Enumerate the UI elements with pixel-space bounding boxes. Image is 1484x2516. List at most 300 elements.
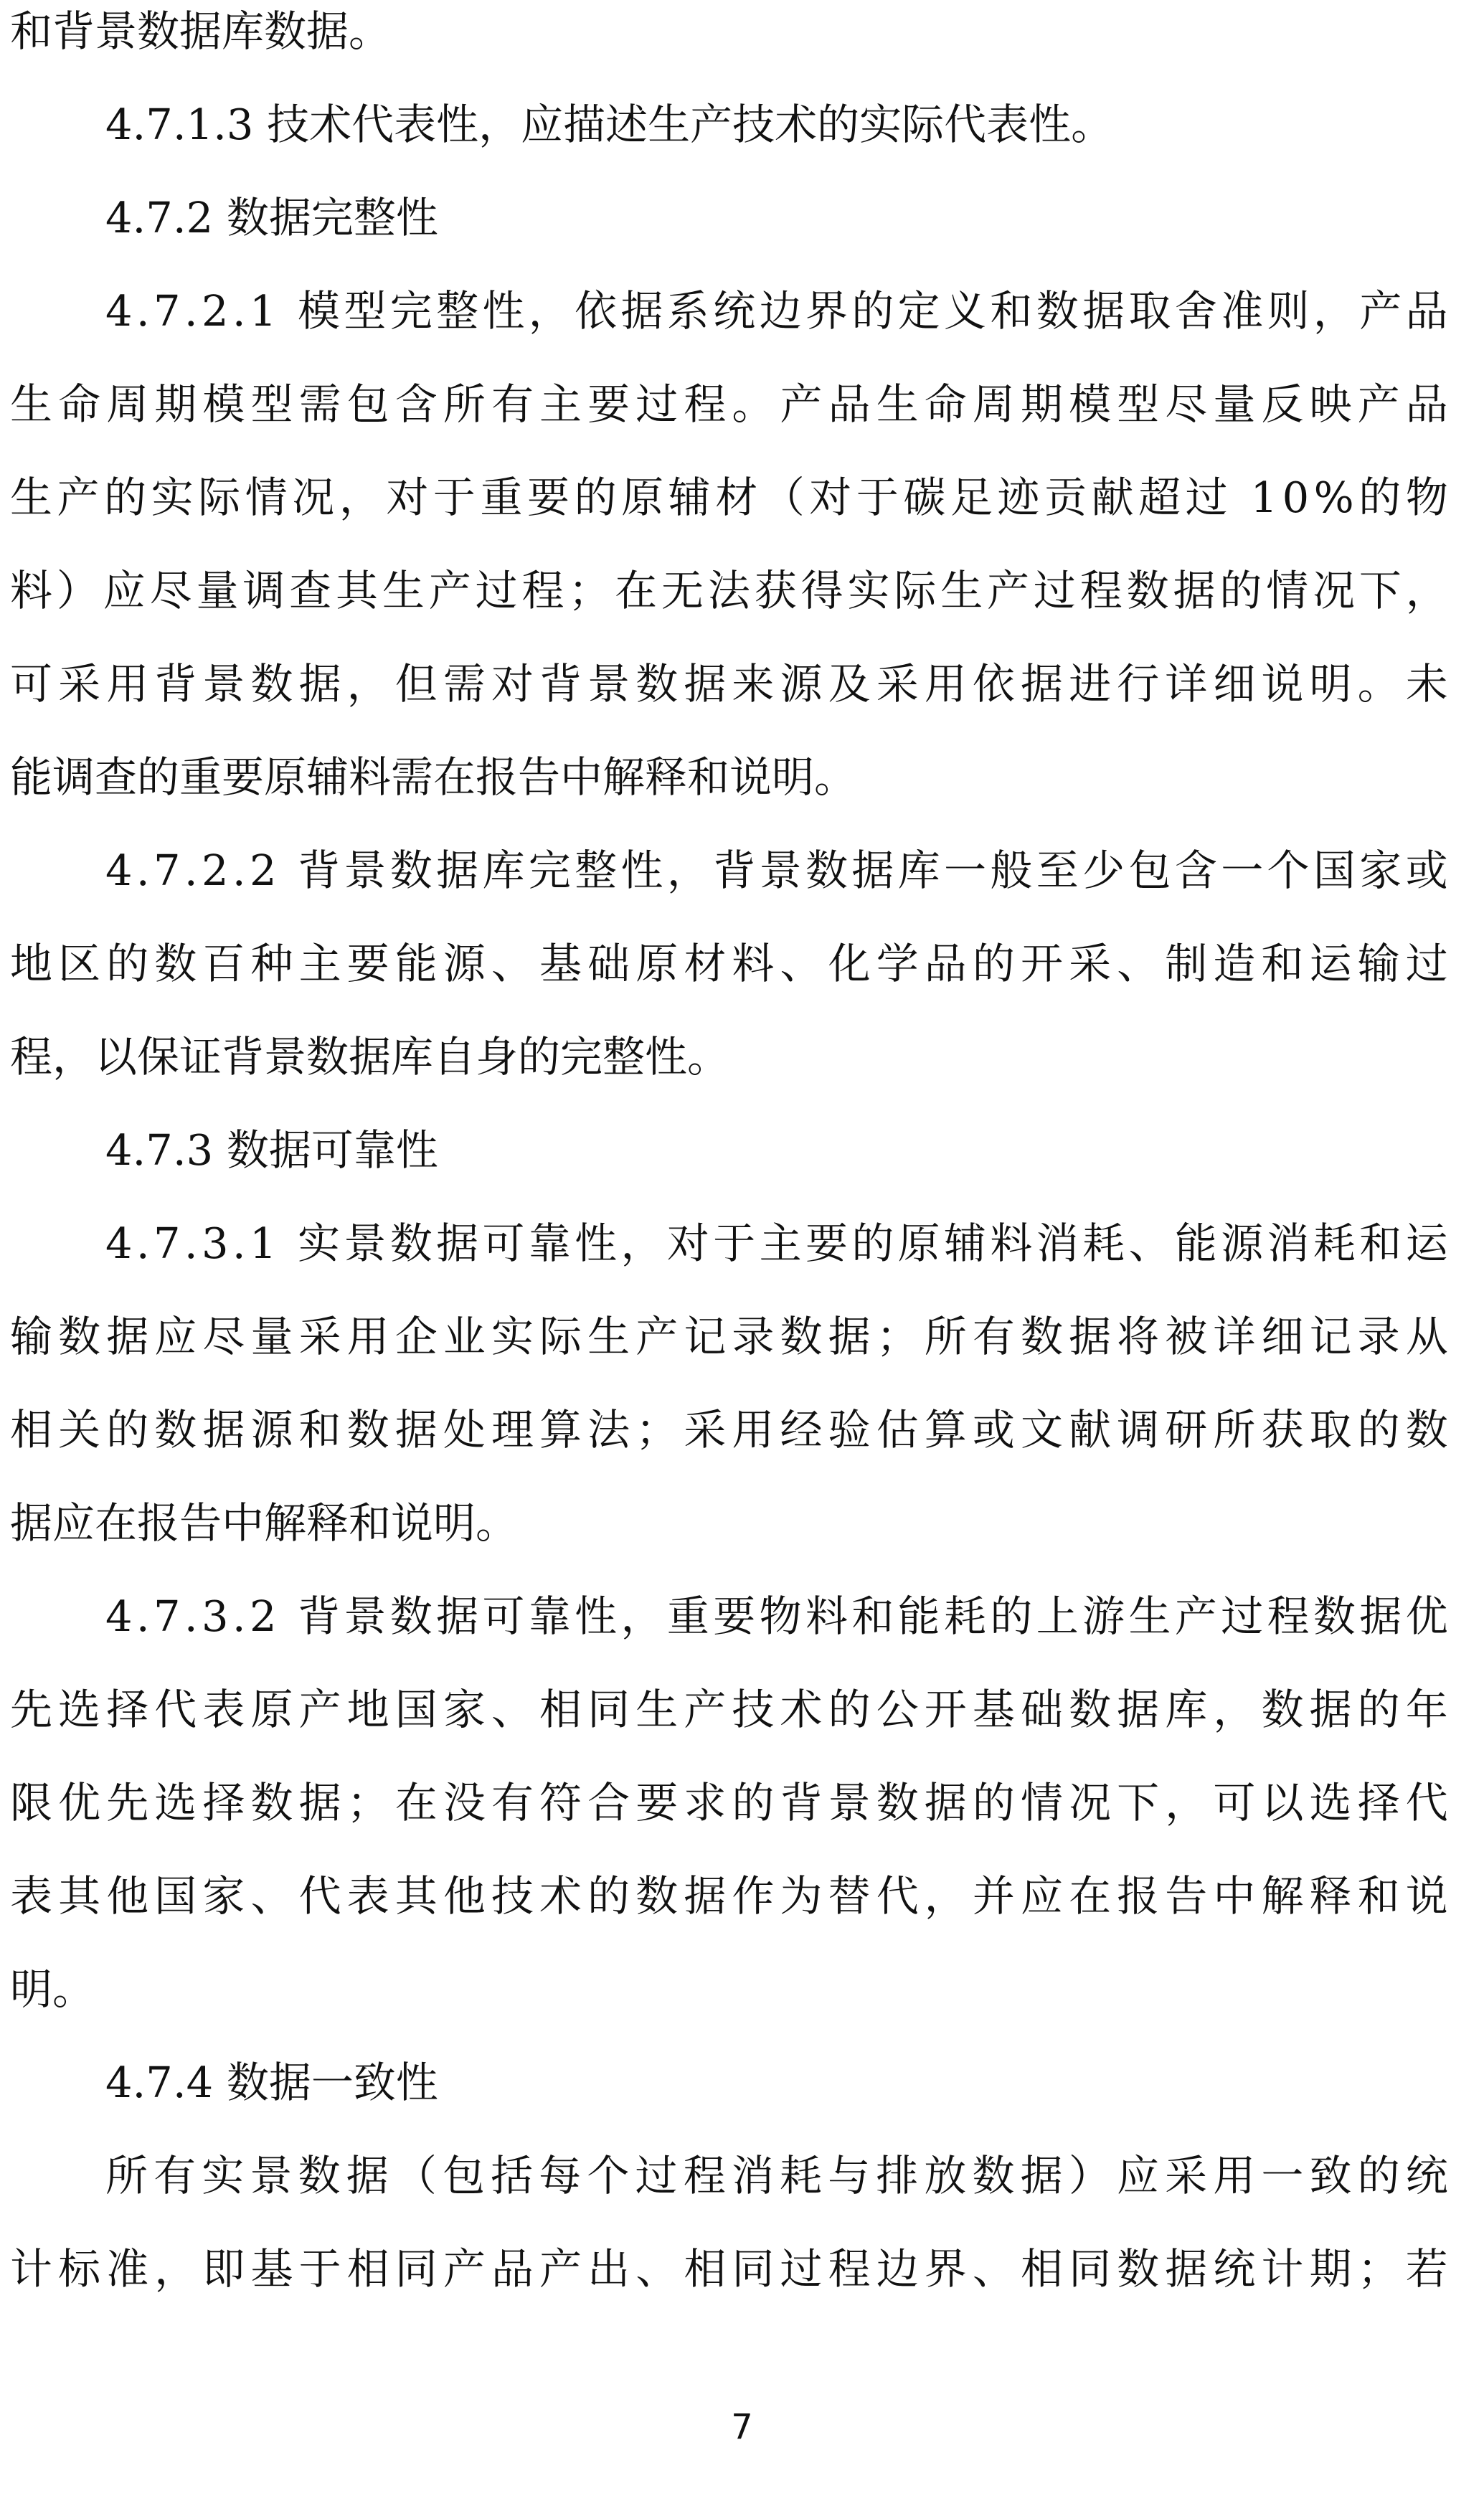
text-glyph: ， <box>1165 1778 1208 1827</box>
text-glyph: . <box>184 1592 198 1641</box>
text-glyph: 其 <box>336 566 379 615</box>
text-glyph: 0 <box>1282 473 1310 522</box>
text-glyph: 估 <box>876 1405 919 1455</box>
text-glyph: 靠 <box>528 1592 571 1641</box>
text-glyph: 处 <box>443 1405 486 1455</box>
text-glyph: ， <box>1213 1685 1256 1734</box>
text-glyph: % <box>1313 473 1354 522</box>
text-glyph: 库 <box>482 846 525 895</box>
text-glyph: 生 <box>10 379 53 429</box>
text-glyph: 每 <box>539 2151 582 2200</box>
text-glyph: 献 <box>1069 1405 1112 1455</box>
text-glyph: 细 <box>1261 1312 1304 1361</box>
text-glyph: 需 <box>443 659 486 709</box>
text-glyph: 耗 <box>1082 1219 1125 1268</box>
text-glyph: （ <box>762 473 805 522</box>
text-glyph: 据 <box>1309 1685 1352 1734</box>
text-glyph: 实 <box>847 566 890 615</box>
paragraph-line <box>10 1678 1448 1741</box>
text-glyph: ； <box>568 566 611 615</box>
text-glyph: 生 <box>940 566 983 615</box>
text-glyph: 要 <box>635 1778 679 1827</box>
text-glyph: 据 <box>1020 659 1063 709</box>
text-glyph: ， <box>666 846 709 895</box>
text-glyph: 告 <box>1165 1871 1208 1921</box>
text-glyph: 要 <box>527 473 570 522</box>
text-glyph: ， <box>924 1871 967 1921</box>
text-glyph: 采 <box>58 659 101 709</box>
text-glyph: 量 <box>250 1312 293 1361</box>
text-glyph: 家 <box>202 1871 245 1921</box>
text-glyph: 整 <box>575 846 618 895</box>
text-glyph: 来 <box>732 659 775 709</box>
text-glyph: 相 <box>10 1405 53 1455</box>
text-glyph: 获 <box>754 566 797 615</box>
text-glyph: 百 <box>202 939 245 988</box>
page-number: 7 <box>731 2407 753 2447</box>
text-glyph: 数 <box>780 1312 823 1361</box>
text-glyph: 优 <box>1405 1592 1448 1641</box>
text-glyph: 和 <box>1261 939 1304 988</box>
text-glyph: 况 <box>1069 1778 1112 1827</box>
text-glyph: 的 <box>1357 2151 1400 2200</box>
text-glyph: 调 <box>1117 1405 1160 1455</box>
text-glyph: 的 <box>1358 473 1402 522</box>
text-glyph: 尽 <box>149 566 192 615</box>
text-glyph: 没 <box>443 1778 486 1827</box>
text-glyph: 程 <box>683 2151 726 2200</box>
text-glyph: 准 <box>106 2244 149 2294</box>
text-glyph: 于 <box>433 473 476 522</box>
text-glyph: 未 <box>1405 659 1448 709</box>
paragraph-line: 明。 <box>10 1964 95 2014</box>
text-glyph: 家 <box>1359 846 1402 895</box>
text-glyph: 产 <box>298 1685 341 1734</box>
text-glyph: 量 <box>196 566 239 615</box>
text-glyph: 贡 <box>1044 473 1087 522</box>
text-glyph: 统 <box>713 286 756 336</box>
text-glyph: 情 <box>245 473 288 522</box>
text-glyph: 模 <box>298 286 341 336</box>
text-glyph: 的 <box>1357 1405 1400 1455</box>
text-glyph: 据 <box>202 1405 245 1455</box>
paragraph-line <box>10 1865 1448 1928</box>
text-glyph: 景 <box>202 659 245 709</box>
text-glyph: 采 <box>1165 2151 1208 2200</box>
text-glyph: 录 <box>732 1312 775 1361</box>
text-glyph: 得 <box>800 566 843 615</box>
text-glyph: 少 <box>1082 846 1125 895</box>
text-glyph: 数 <box>1036 286 1079 336</box>
text-glyph: 区 <box>58 939 101 988</box>
text-glyph: 调 <box>242 566 285 615</box>
text-glyph: 据 <box>851 846 894 895</box>
text-glyph: 景 <box>587 659 630 709</box>
text-glyph: 输 <box>10 1312 53 1361</box>
text-glyph: 采 <box>876 659 919 709</box>
text-glyph: 将 <box>1117 1312 1160 1361</box>
text-glyph: 物 <box>1405 473 1448 522</box>
text-glyph: 报 <box>1117 1871 1160 1921</box>
text-glyph: 术 <box>780 1685 823 1734</box>
text-glyph: 程 <box>1267 1592 1310 1641</box>
section-heading: 4.7.2 数据完整性 <box>105 193 438 242</box>
text-glyph: 数 <box>1126 566 1169 615</box>
text-glyph: 包 <box>346 379 389 429</box>
text-glyph: 算 <box>539 1405 582 1455</box>
text-glyph: 数 <box>1261 1685 1304 1734</box>
text-glyph: 数 <box>1069 1685 1112 1734</box>
text-glyph: 代 <box>1405 1778 1448 1827</box>
text-glyph: 景 <box>344 1592 387 1641</box>
text-glyph: 据 <box>828 1312 871 1361</box>
text-glyph: 相 <box>1020 2244 1063 2294</box>
paragraph-line <box>10 1399 1448 1462</box>
text-glyph: 数 <box>154 939 197 988</box>
text-glyph: 的 <box>574 473 617 522</box>
text-glyph: ， <box>346 659 389 709</box>
text-glyph: 符 <box>539 1778 582 1827</box>
text-glyph: 景 <box>250 2151 293 2200</box>
text-glyph: 数 <box>1117 2244 1160 2294</box>
text-glyph: 限 <box>10 1778 53 1827</box>
text-glyph: 其 <box>394 1871 438 1921</box>
text-glyph: 数 <box>635 659 679 709</box>
text-glyph: 础 <box>587 939 630 988</box>
text-glyph: 界 <box>924 2244 967 2294</box>
text-glyph: 源 <box>250 1405 293 1455</box>
text-glyph: . <box>232 1592 246 1641</box>
text-glyph: 游 <box>1082 1592 1125 1641</box>
text-glyph: 型 <box>250 379 293 429</box>
text-glyph: 所 <box>1213 1405 1256 1455</box>
text-glyph: 和 <box>990 286 1033 336</box>
text-glyph: 周 <box>106 379 149 429</box>
text-glyph: ， <box>620 1592 663 1641</box>
text-glyph: 周 <box>972 379 1015 429</box>
text-glyph: ； <box>635 1405 679 1455</box>
text-glyph: 产 <box>1359 286 1402 336</box>
text-glyph: 需 <box>298 379 341 429</box>
paragraph-line <box>10 1772 1448 1835</box>
text-glyph: 舍 <box>1174 286 1217 336</box>
paragraph-line: 程，以保证背景数据库自身的完整性。 <box>10 1032 730 1082</box>
text-glyph: 表 <box>10 1871 53 1921</box>
text-glyph: 情 <box>1020 1778 1063 1827</box>
text-glyph: 要 <box>587 379 630 429</box>
text-glyph: 、 <box>1117 939 1160 988</box>
text-glyph: ， <box>620 1219 663 1268</box>
text-glyph: 据 <box>298 1778 341 1827</box>
text-glyph: 及 <box>828 659 871 709</box>
text-glyph: 1 <box>1250 473 1278 522</box>
text-glyph <box>280 1585 294 1648</box>
text-glyph: 制 <box>1165 939 1208 988</box>
text-glyph: 先 <box>106 1778 149 1827</box>
text-glyph: 义 <box>944 286 987 336</box>
text-glyph: 选 <box>1309 1778 1352 1827</box>
text-glyph: 数 <box>1405 1405 1448 1455</box>
text-glyph: 生 <box>587 1312 630 1361</box>
text-glyph: 可 <box>482 1592 525 1641</box>
text-glyph: 过 <box>635 379 679 429</box>
text-glyph: 对 <box>491 659 534 709</box>
paragraph-line: 能调查的重要原辅料需在报告中解释和说明。 <box>10 752 857 802</box>
text-glyph: 2 <box>202 286 229 336</box>
text-glyph: 产 <box>443 2244 486 2294</box>
text-glyph: 或 <box>1405 846 1448 895</box>
text-glyph: 整 <box>436 286 479 336</box>
text-glyph: 模 <box>202 379 245 429</box>
text-glyph: 他 <box>443 1871 486 1921</box>
text-glyph: 明 <box>1309 659 1352 709</box>
text-glyph: 据 <box>924 1778 967 1827</box>
text-glyph: 程 <box>828 2244 871 2294</box>
text-glyph: 靠 <box>528 1219 571 1268</box>
text-glyph: 以 <box>1261 1778 1304 1827</box>
section-heading: 4.7.4 数据一致性 <box>105 2058 438 2107</box>
text-glyph: 所 <box>443 379 486 429</box>
text-glyph: 要 <box>805 1219 848 1268</box>
text-glyph: 品 <box>1405 379 1448 429</box>
text-glyph: 背 <box>780 1778 823 1827</box>
text-glyph: 原 <box>897 1219 940 1268</box>
text-glyph: 年 <box>1405 1685 1448 1734</box>
text-line: 和背景数据库数据。 <box>10 6 392 56</box>
text-glyph: 致 <box>1309 2151 1352 2200</box>
text-glyph: 景 <box>344 846 387 895</box>
text-glyph: 生 <box>10 473 53 522</box>
text-glyph: 学 <box>876 939 919 988</box>
text-glyph: 对 <box>386 473 429 522</box>
text-glyph: 据 <box>1173 566 1216 615</box>
text-glyph: 足 <box>950 473 993 522</box>
text-glyph: 的 <box>851 1219 894 1268</box>
text-glyph: 含 <box>1174 846 1217 895</box>
text-glyph: 实 <box>202 2151 245 2200</box>
text-glyph: 验 <box>828 1405 871 1455</box>
text-glyph: 于 <box>856 473 899 522</box>
text-glyph: 数 <box>805 846 848 895</box>
text-glyph: 产 <box>428 566 471 615</box>
text-glyph: 原 <box>250 1685 293 1734</box>
text-glyph: 品 <box>828 379 871 429</box>
text-glyph: 物 <box>759 1592 802 1641</box>
text-glyph: 详 <box>1165 659 1208 709</box>
text-glyph: 取 <box>1309 1405 1352 1455</box>
text-glyph: 经 <box>780 1405 823 1455</box>
text-glyph: 替 <box>828 1871 871 1921</box>
text-glyph: 国 <box>154 1871 197 1921</box>
text-glyph: 产 <box>57 473 100 522</box>
text-glyph: 记 <box>1309 1312 1352 1361</box>
text-glyph: 生 <box>1128 1592 1171 1641</box>
text-glyph: 法 <box>707 566 750 615</box>
text-glyph: 产 <box>780 379 823 429</box>
text-glyph: 据 <box>394 1405 438 1455</box>
text-glyph: 计 <box>10 2244 53 2294</box>
text-glyph: 4 <box>105 1219 133 1268</box>
text-glyph: 选 <box>58 1685 101 1734</box>
text-glyph: 应 <box>154 1312 197 1361</box>
text-glyph: 有 <box>972 1312 1015 1361</box>
text-glyph: ； <box>1357 2244 1400 2294</box>
text-glyph: 完 <box>389 286 433 336</box>
text-glyph: 景 <box>828 1778 871 1827</box>
text-glyph: 、 <box>780 939 823 988</box>
text-glyph: 取 <box>1128 286 1171 336</box>
text-glyph: 则 <box>1267 286 1310 336</box>
text-glyph: 背 <box>298 1592 341 1641</box>
paragraph-line <box>105 839 1448 902</box>
text-glyph: . <box>232 846 246 895</box>
text-glyph: 材 <box>684 939 727 988</box>
text-glyph: 础 <box>1020 1685 1063 1734</box>
text-glyph: 进 <box>1069 659 1112 709</box>
text-glyph: 解 <box>1261 1871 1304 1921</box>
text-glyph: 相 <box>539 1685 582 1734</box>
text-glyph: . <box>136 1219 150 1268</box>
text-glyph: 产 <box>1174 1592 1217 1641</box>
text-glyph: 料 <box>990 1219 1033 1268</box>
text-glyph: 技 <box>491 1871 534 1921</box>
text-glyph: 行 <box>1117 659 1160 709</box>
text-glyph: 据 <box>298 659 341 709</box>
text-glyph: 说 <box>1261 659 1304 709</box>
text-glyph: 排 <box>876 2151 919 2200</box>
text-glyph: 过 <box>1185 473 1228 522</box>
text-glyph: 原 <box>635 939 679 988</box>
text-glyph: 实 <box>151 473 194 522</box>
text-glyph: 4 <box>105 1592 133 1641</box>
text-glyph: 据 <box>684 1871 727 1921</box>
text-glyph: 、 <box>491 1685 534 1734</box>
text-glyph: 择 <box>1357 1778 1400 1827</box>
text-glyph: 并 <box>972 1871 1015 1921</box>
text-glyph: 2 <box>250 846 277 895</box>
text-glyph: 代 <box>298 1871 341 1921</box>
text-glyph: 可 <box>1213 1778 1256 1827</box>
text-glyph: 数 <box>58 1312 101 1361</box>
text-glyph: 据 <box>436 846 479 895</box>
text-glyph: 上 <box>1036 1592 1079 1641</box>
text-glyph: 基 <box>972 1685 1015 1734</box>
text-glyph: 背 <box>154 659 197 709</box>
text-glyph: 过 <box>635 2151 678 2200</box>
text-glyph: 数 <box>250 659 293 709</box>
text-glyph: 开 <box>924 1685 967 1734</box>
paragraph-line <box>10 2238 1448 2301</box>
text-glyph: 献 <box>1091 473 1134 522</box>
text-glyph: 的 <box>972 939 1015 988</box>
text-glyph: 用 <box>732 1405 775 1455</box>
text-glyph: 用 <box>924 659 967 709</box>
text-glyph: 录 <box>1357 1312 1400 1361</box>
paragraph-line <box>10 466 1448 529</box>
text-glyph: 7 <box>153 1592 181 1641</box>
text-glyph: 术 <box>539 1871 582 1921</box>
paragraph-line <box>10 653 1448 716</box>
text-glyph: 过 <box>1033 566 1076 615</box>
text-glyph: 与 <box>828 2151 871 2200</box>
text-glyph: . <box>184 286 198 336</box>
text-glyph: 的 <box>1219 566 1262 615</box>
text-glyph: 中 <box>1213 1871 1256 1921</box>
text-glyph: 依 <box>972 659 1015 709</box>
text-glyph: （ <box>394 2151 437 2200</box>
text-glyph: 产 <box>539 2244 582 2294</box>
text-glyph: 命 <box>58 379 101 429</box>
text-glyph: 但 <box>394 659 438 709</box>
text-glyph: 情 <box>1266 566 1309 615</box>
text-glyph: 括 <box>491 2151 534 2200</box>
text-glyph: 说 <box>1405 1871 1448 1921</box>
text-glyph: 他 <box>106 1871 149 1921</box>
text-glyph: 背 <box>713 846 756 895</box>
text-glyph: 产 <box>1357 379 1400 429</box>
text-glyph: 依 <box>575 286 618 336</box>
text-glyph: 数 <box>250 1778 293 1827</box>
text-glyph: 消 <box>1036 1219 1079 1268</box>
text-glyph: 数 <box>972 2151 1015 2200</box>
text-glyph: 边 <box>759 286 802 336</box>
text-glyph: 辅 <box>668 473 711 522</box>
text-glyph: 。 <box>732 379 775 429</box>
text-glyph: 边 <box>876 2244 919 2294</box>
text-glyph: 选 <box>154 1778 197 1827</box>
paragraph-line: 据应在报告中解释和说明。 <box>10 1498 519 1548</box>
text-glyph: 采 <box>298 1312 341 1361</box>
text-glyph: 的 <box>104 473 147 522</box>
text-glyph: 个 <box>1267 846 1310 895</box>
text-glyph: 查 <box>289 566 332 615</box>
text-glyph: 7 <box>153 1219 181 1268</box>
text-glyph: ， <box>339 473 382 522</box>
text-glyph: 基 <box>539 939 582 988</box>
text-glyph: 先 <box>10 1685 53 1734</box>
text-glyph: 型 <box>344 286 387 336</box>
text-glyph: 化 <box>828 939 871 988</box>
text-glyph: 一 <box>1261 2151 1304 2200</box>
text-glyph: 地 <box>346 1685 389 1734</box>
text-glyph: 运 <box>1405 1219 1448 1268</box>
text-glyph: 合 <box>587 1778 630 1827</box>
text-glyph: 库 <box>897 846 940 895</box>
text-glyph: 7 <box>153 286 181 336</box>
text-glyph: 能 <box>897 1592 940 1641</box>
text-glyph: 释 <box>1309 1871 1352 1921</box>
text-glyph: 、 <box>250 1871 293 1921</box>
text-glyph: 研 <box>1165 1405 1208 1455</box>
text-glyph: 在 <box>615 566 658 615</box>
text-glyph: 用 <box>1213 2151 1256 2200</box>
text-glyph: 运 <box>1309 939 1352 988</box>
text-glyph: 公 <box>876 1685 919 1734</box>
text-glyph: 的 <box>106 1405 149 1455</box>
text-glyph: ） <box>56 566 99 615</box>
text-glyph: 统 <box>1213 2244 1256 2294</box>
text-glyph: ， <box>1313 286 1356 336</box>
text-glyph: 生 <box>635 1685 679 1734</box>
text-glyph: 法 <box>587 1405 630 1455</box>
text-glyph: 于 <box>298 2244 341 2294</box>
text-glyph <box>1232 466 1246 529</box>
text-glyph: . <box>184 846 198 895</box>
text-glyph: 被 <box>1165 1312 1208 1361</box>
text-glyph: 关 <box>58 1405 101 1455</box>
text-glyph: 系 <box>666 286 709 336</box>
text-glyph: 程 <box>1079 566 1123 615</box>
